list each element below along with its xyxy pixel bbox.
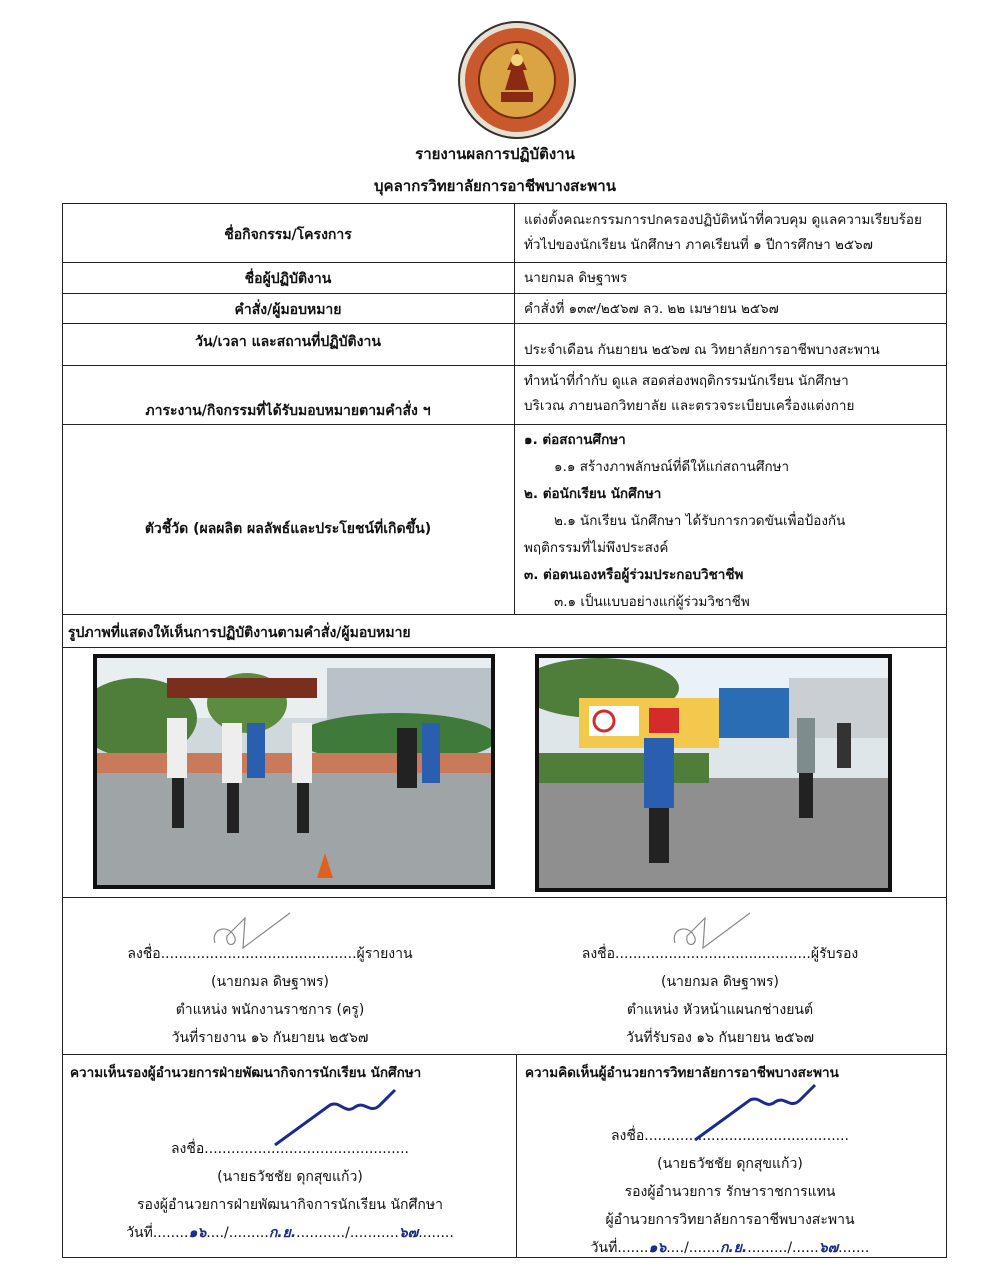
date-day: ๑๖ — [188, 1225, 207, 1241]
column-divider — [514, 203, 515, 614]
row-divider — [62, 647, 947, 648]
activity-value — [524, 208, 942, 258]
order-value: คำสั่งที่ ๑๓๙/๒๕๖๗ ลว. ๒๒ เมษายน ๒๕๖๗ — [524, 301, 779, 317]
duty-label: ภาระงาน/กิจกรรมที่ได้รับมอบหมายตามคำสั่ง ฯ — [145, 403, 431, 419]
performer-label: ชื่อผู้ปฏิบัติงาน — [244, 271, 332, 287]
reporter-sign-line: ลงชื่อ............................................ผู้รายงาน — [127, 946, 413, 962]
activity-label: ชื่อกิจกรรม/โครงการ — [224, 227, 352, 243]
handwritten-signature-icon — [665, 908, 755, 958]
datetime-label: วัน/เวลา และสถานที่ปฏิบัติงาน — [195, 334, 381, 350]
date-prefix: วันที่ — [126, 1225, 153, 1241]
duty-line: บริเวณ ภายนอกวิทยาลัย และตรวจระเบียบเครื่องแต่งกาย — [524, 398, 855, 414]
deputy-position: รองผู้อำนวยการฝ่ายพัฒนากิจการนักเรียน นักศึกษา — [137, 1197, 443, 1213]
deputy-sign-line: ลงชื่อ.............................................. — [170, 1141, 410, 1157]
date-day: ๑๖ — [648, 1240, 667, 1256]
director-signature-block — [520, 1122, 940, 1262]
date-month: ก.ย. — [719, 1240, 748, 1256]
duty-value — [524, 369, 942, 419]
director-opinion-title: ความคิดเห็นผู้อำนวยการวิทยาลัยการอาชีพบางสะพาน — [525, 1065, 839, 1081]
certifier-name: (นายกมล ดิษฐาพร) — [661, 974, 779, 990]
duty-line: ทำหน้าที่กำกับ ดูแล สอดส่องพฤติกรรมนักเรียน นักศึกษา — [524, 373, 849, 389]
reporter-date: วันที่รายงาน ๑๖ กันยายน ๒๕๖๗ — [171, 1030, 369, 1046]
row-divider — [62, 293, 947, 294]
director-name: (นายธวัชชัย ดุกสุขแก้ว) — [657, 1156, 803, 1172]
date-month: ก.ย. — [268, 1225, 297, 1241]
report-title: รายงานผลการปฏิบัติงาน — [415, 145, 575, 163]
activity-line: แต่งตั้งคณะกรรมการปกครองปฏิบัติหน้าที่ควบคุม ดูแลความเรียบร้อย — [524, 212, 922, 228]
photos-label: รูปภาพที่แสดงให้เห็นการปฏิบัติงานตามคำสั่ง/ผู้มอบหมาย — [68, 625, 411, 641]
certifier-date: วันที่รับรอง ๑๖ กันยายน ๒๕๖๗ — [625, 1030, 815, 1046]
deputy-date: วันที่........๑๖..../.........ก.ย............/...........๖๗........ — [126, 1225, 454, 1241]
indicator-label: ตัวชี้วัด (ผลผลิต ผลลัพธ์และประโยชน์ที่เกิดขึ้น) — [144, 521, 432, 537]
row-divider — [62, 897, 947, 898]
handwritten-signature-icon — [690, 1080, 820, 1150]
performer-value: นายกมล ดิษฐาพร — [524, 270, 628, 286]
row-divider — [62, 1054, 947, 1055]
activity-photo-1 — [93, 654, 495, 889]
college-seal-icon — [457, 20, 577, 140]
column-divider — [516, 1054, 517, 1258]
photo-illustration — [97, 658, 491, 885]
indicator-value — [524, 427, 942, 616]
report-subtitle: บุคลากรวิทยาลัยการอาชีพบางสะพาน — [374, 177, 616, 195]
director-sign-line: ลงชื่อ.............................................. — [610, 1128, 850, 1144]
indicator-item: พฤติกรรมที่ไม่พึงประสงค์ — [524, 540, 669, 556]
indicator-heading: ๒. ต่อนักเรียน นักศึกษา — [524, 486, 662, 502]
activity-photo-2 — [535, 654, 892, 892]
director-position-1: รองผู้อำนวยการ รักษาราชการแทน — [624, 1184, 836, 1200]
certifier-sign-line: ลงชื่อ............................................ผู้รับรอง — [581, 946, 859, 962]
indicator-item: ๒.๑ นักเรียน นักศึกษา ได้รับการกวดขันเพื่อป้องกัน — [554, 513, 846, 529]
indicator-item: ๑.๑ สร้างภาพลักษณ์ที่ดีให้แก่สถานศึกษา — [554, 459, 790, 475]
deputy-name: (นายธวัชชัย ดุกสุขแก้ว) — [217, 1169, 363, 1185]
reporter-signature-block — [90, 940, 450, 1052]
director-date: วันที่.......๑๖..../.......ก.ย........../......๖๗....... — [590, 1240, 870, 1256]
certifier-position: ตำแหน่ง หัวหน้าแผนกช่างยนต์ — [626, 1002, 814, 1018]
order-label: คำสั่ง/ผู้มอบหมาย — [234, 302, 342, 318]
row-divider — [62, 424, 947, 425]
date-year: ๖๗ — [398, 1225, 419, 1241]
reporter-name: (นายกมล ดิษฐาพร) — [211, 974, 329, 990]
reporter-position: ตำแหน่ง พนักงานราชการ (ครู) — [175, 1002, 365, 1018]
indicator-item: ๓.๑ เป็นแบบอย่างแก่ผู้ร่วมวิชาชีพ — [554, 594, 750, 610]
handwritten-signature-icon — [205, 908, 295, 958]
activity-line: ทั่วไปของนักเรียน นักศึกษา ภาคเรียนที่ ๑ ปีการศึกษา ๒๕๖๗ — [524, 237, 873, 253]
date-year: ๖๗ — [818, 1240, 839, 1256]
row-divider — [62, 262, 947, 263]
certifier-signature-block — [540, 940, 900, 1052]
handwritten-signature-icon — [270, 1085, 400, 1155]
photo-illustration — [539, 658, 888, 888]
row-divider — [62, 365, 947, 366]
director-position-2: ผู้อำนวยการวิทยาลัยการอาชีพบางสะพาน — [605, 1212, 855, 1228]
deputy-signature-block — [70, 1135, 510, 1247]
indicator-heading: ๓. ต่อตนเองหรือผู้ร่วมประกอบวิชาชีพ — [524, 567, 744, 583]
indicator-heading: ๑. ต่อสถานศึกษา — [524, 432, 626, 448]
row-divider — [62, 323, 947, 324]
date-prefix: วันที่ — [590, 1240, 618, 1256]
deputy-opinion-title: ความเห็นรองผู้อำนวยการฝ่ายพัฒนากิจการนักเรียน นักศึกษา — [70, 1065, 422, 1081]
datetime-value: ประจำเดือน กันยายน ๒๕๖๗ ณ วิทยาลัยการอาชีพบางสะพาน — [524, 342, 880, 358]
